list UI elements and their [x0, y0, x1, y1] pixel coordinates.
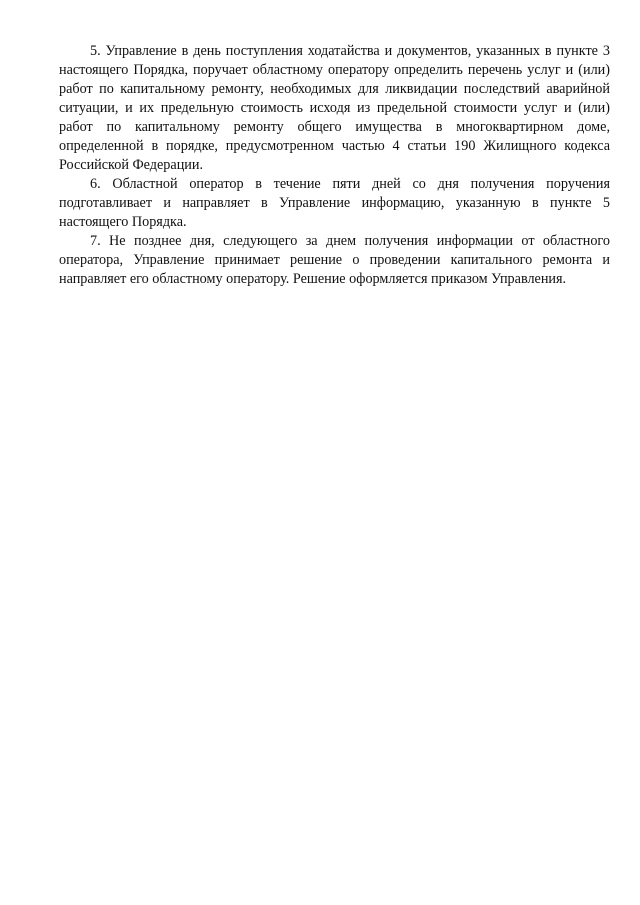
- paragraph-6: 6. Областной оператор в течение пяти дней со дня получения поручения подготавливает и направляет в Управление информацию, указанную в пункте 5 настоящего Порядка.: [59, 176, 610, 230]
- paragraph-5: 5. Управление в день поступления ходатайства и документов, указанных в пункте 3 настоящего Порядка, поручает областному оператору определить перечень услуг и (или) работ по капитальному ремонту, необходимых для ликвидации последствий аварийной ситуации, и их предельную стоимость исходя из предельной стоимости услуг и (или) работ по капитальному ремонту общего имущества в многоквартирном доме, определенной в порядке, предусмотренном частью 4 статьи 190 Жилищного кодекса Российской Федерации.: [59, 43, 610, 173]
- document-body: [59, 42, 610, 289]
- paragraph-7: 7. Не позднее дня, следующего за днем получения информации от областного оператора, Управление принимает решение о проведении капитального ремонта и направляет его областному оператору. Решение оформляется приказом Управления.: [59, 233, 610, 287]
